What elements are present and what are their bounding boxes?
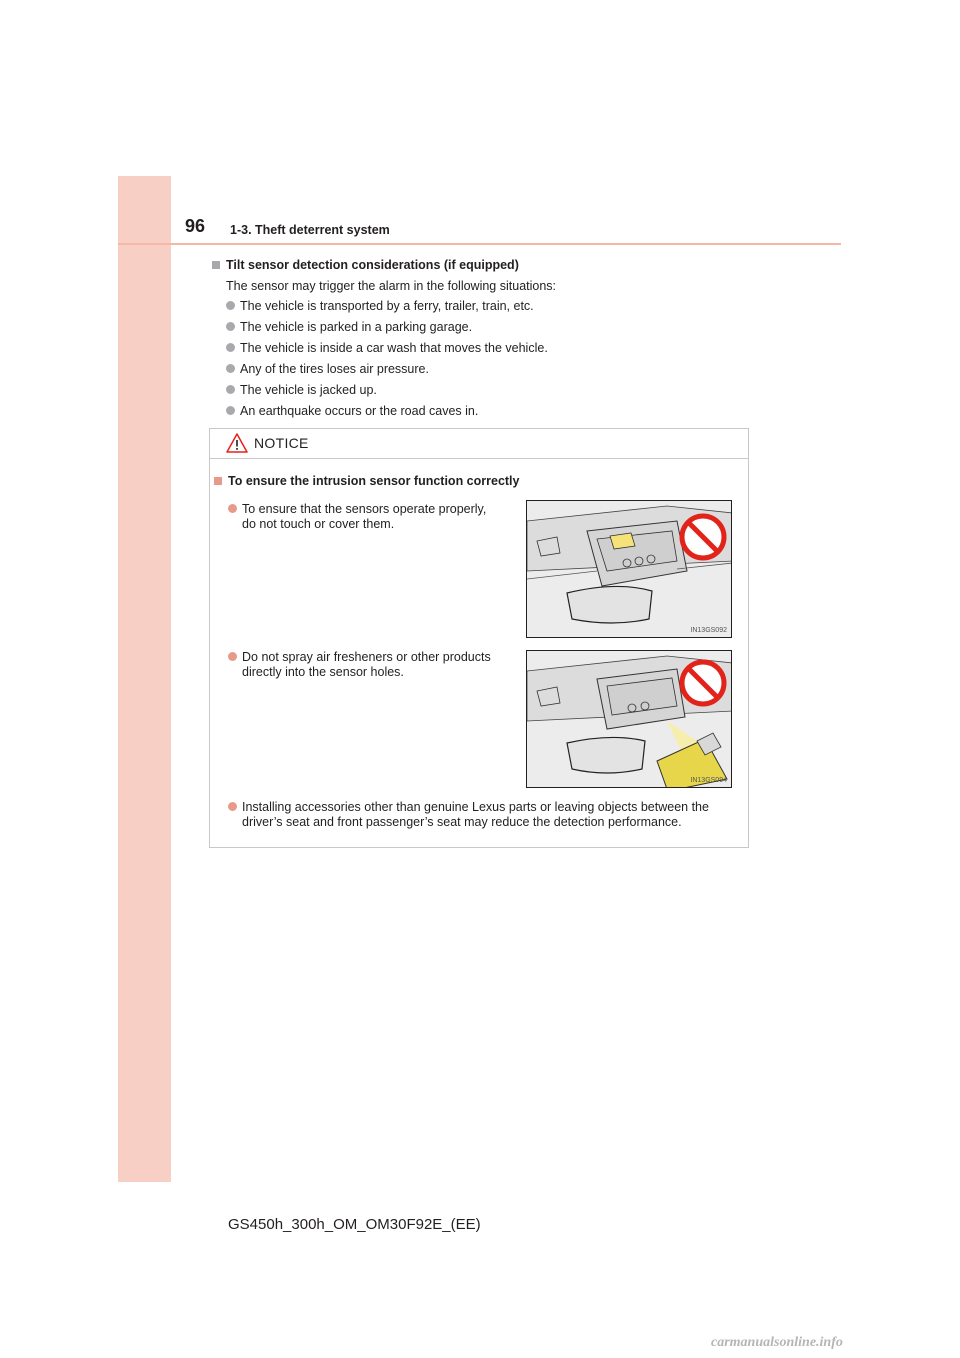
bullet-icon bbox=[226, 364, 235, 373]
list-item: The vehicle is jacked up. bbox=[226, 383, 377, 398]
bullet-icon bbox=[228, 802, 237, 811]
figure-code: IN13GS094 bbox=[690, 777, 727, 784]
list-item: Any of the tires loses air pressure. bbox=[226, 362, 429, 377]
notice-item: Installing accessories other than genuine Lexus parts or leaving objects between the bbox=[228, 800, 709, 815]
list-item: The vehicle is inside a car wash that moves the vehicle. bbox=[226, 341, 548, 356]
notice-item: To ensure that the sensors operate properly, bbox=[228, 502, 486, 517]
notice-item-continuation: directly into the sensor holes. bbox=[242, 665, 404, 679]
header-divider bbox=[118, 243, 841, 245]
square-bullet-icon bbox=[212, 261, 220, 269]
tilt-intro: The sensor may trigger the alarm in the following situations: bbox=[226, 279, 557, 293]
notice-item-continuation: driver’s seat and front passenger’s seat may reduce the detection performance. bbox=[242, 815, 682, 829]
bullet-icon bbox=[228, 652, 237, 661]
document-code: GS450h_300h_OM_OM30F92E_(EE) bbox=[228, 1216, 481, 1233]
notice-divider bbox=[210, 458, 748, 459]
notice-item-continuation: do not touch or cover them. bbox=[242, 517, 395, 531]
warning-triangle-icon bbox=[226, 433, 248, 453]
bullet-icon bbox=[226, 406, 235, 415]
list-item: The vehicle is transported by a ferry, trailer, train, etc. bbox=[226, 299, 534, 314]
sensor-illustration-touch bbox=[526, 500, 732, 638]
side-color-band bbox=[118, 176, 171, 1182]
bullet-icon bbox=[226, 301, 235, 310]
list-item: The vehicle is parked in a parking garage. bbox=[226, 320, 472, 335]
bullet-icon bbox=[228, 504, 237, 513]
notice-label: NOTICE bbox=[254, 435, 309, 451]
figure-code: IN13GS092 bbox=[690, 627, 727, 634]
watermark: carmanualsonline.info bbox=[711, 1335, 843, 1350]
list-item: An earthquake occurs or the road caves in. bbox=[226, 404, 478, 419]
notice-heading: To ensure the intrusion sensor function correctly bbox=[214, 474, 519, 489]
bullet-icon bbox=[226, 385, 235, 394]
square-bullet-icon bbox=[214, 477, 222, 485]
bullet-icon bbox=[226, 343, 235, 352]
tilt-heading: Tilt sensor detection considerations (if equipped) bbox=[212, 258, 519, 273]
section-title: 1-3. Theft deterrent system bbox=[230, 223, 390, 237]
page-number: 96 bbox=[185, 216, 206, 236]
sensor-illustration-spray bbox=[526, 650, 732, 788]
notice-item: Do not spray air fresheners or other products bbox=[228, 650, 491, 665]
bullet-icon bbox=[226, 322, 235, 331]
overhead-console-image bbox=[527, 501, 732, 638]
spray-can-image bbox=[527, 651, 732, 788]
